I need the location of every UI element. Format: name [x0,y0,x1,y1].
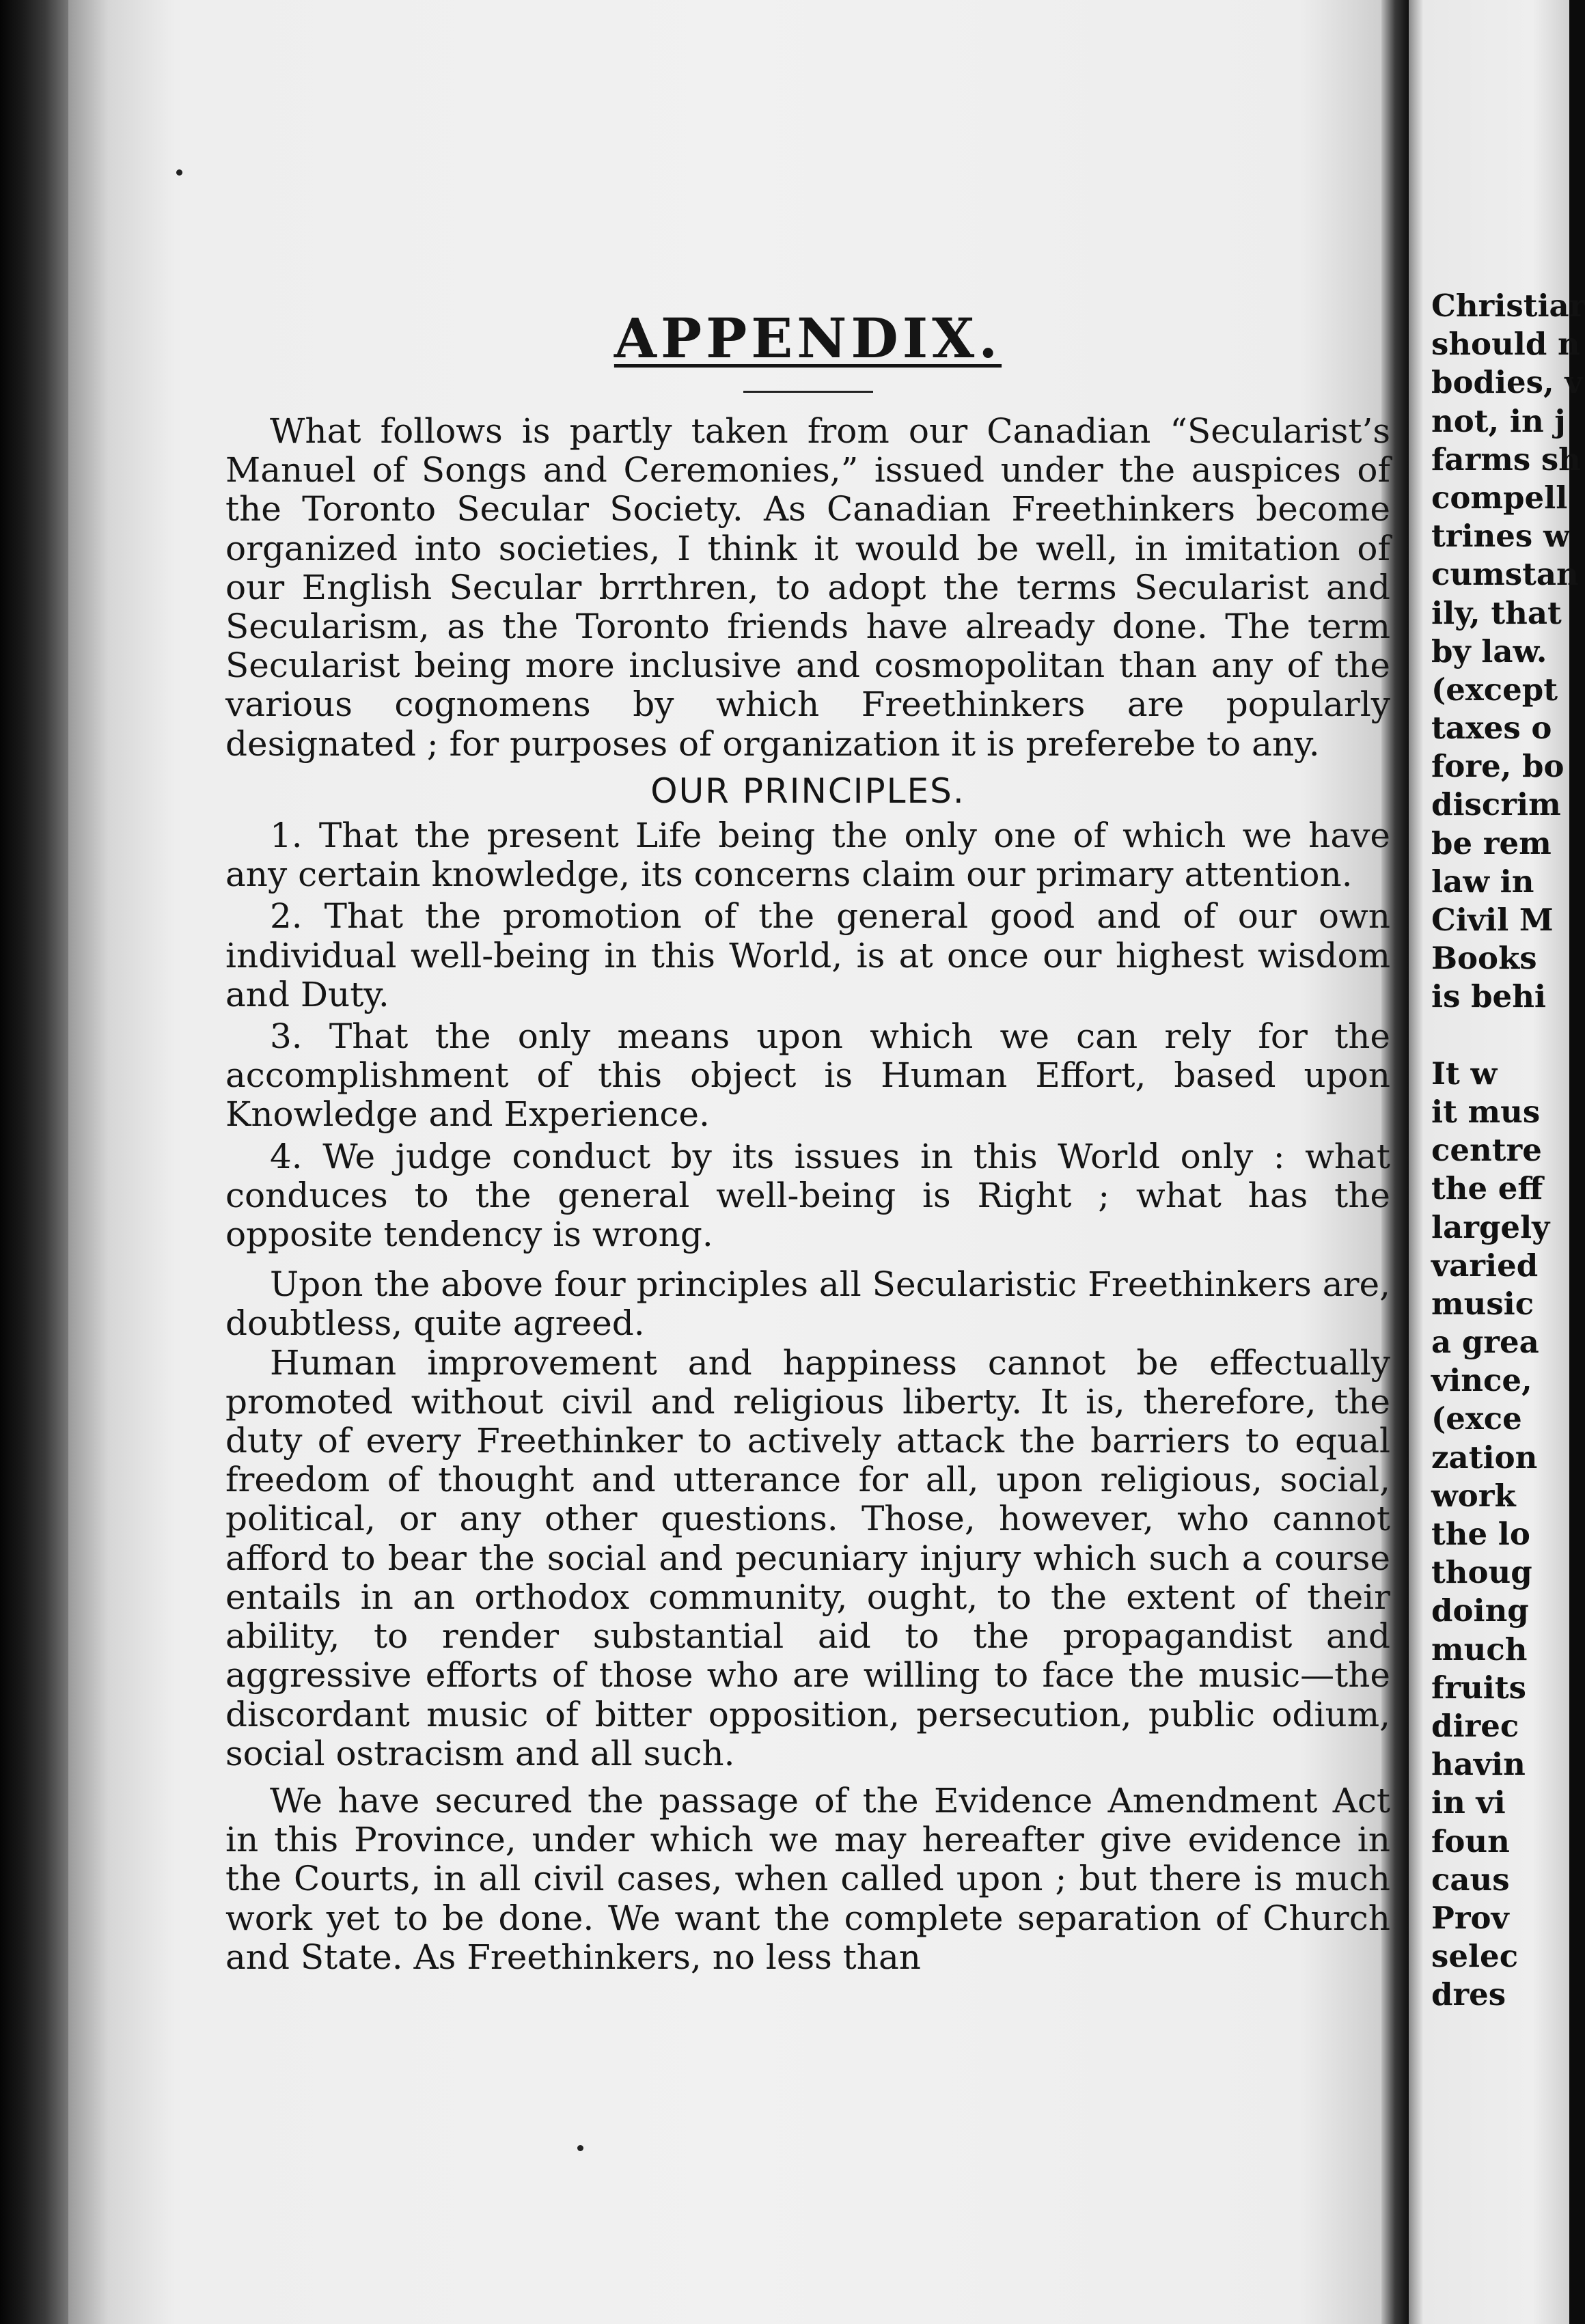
next-page-line: trines w [1431,518,1570,555]
next-page-line: centre [1431,1132,1542,1169]
next-page-line: be rem [1431,825,1552,861]
next-page-line: should n [1431,326,1580,363]
body-paragraph: We have secured the passage of the Evidence Amendment Act in this Province, under which we may hereafter give evidence in the Courts, in all civil cases, when called upon ; but there is much work yet to be done. We want the complete separation of Church and State. As Freethinkers, no less than [225,1780,1390,1977]
next-page-line: by law. [1431,633,1547,669]
title-divider [743,391,873,393]
next-page-line: compell [1431,479,1568,516]
next-page-line: It w [1431,1055,1498,1092]
principle-item: 4. We judge conduct by its issues in this World only : what conduces to the general well-being is Right ; what has the opposite tendency is wrong. [225,1136,1390,1255]
next-page-line: discrim [1431,786,1561,823]
next-page-line: direc [1431,1707,1519,1744]
next-page-line: a grea [1431,1324,1539,1361]
intro-paragraph: What follows is partly taken from our Canadian “Secularist’s Manuel of Songs and Ceremonies,” issued under the auspices of the Toronto Secular Society. As Canadian Freethinkers become organized into societies, I think it would be well, in imitation of our English Secular brrthren, to adopt the terms Secularist and Secularism, as the Toronto friends have already done. The term Secularist being more inclusive and cosmopolitan than any of the various cognomens by which Freethinkers are popularly designated ; for purposes of organization it is preferebe to any. [225,411,1390,764]
next-page-line: taxes o [1431,710,1552,747]
next-page-text-fragment [1431,287,1585,2014]
next-page-line: vince, [1431,1362,1532,1399]
next-page-line: farms sh [1431,441,1581,478]
next-page-line: varied [1431,1247,1539,1284]
principles-heading: OUR PRINCIPLES. [650,771,965,811]
page-title: APPENDIX. [614,306,1002,370]
next-page-line: Christiar [1431,288,1585,324]
principle-item: 1. That the present Life being the only one of which we have any certain knowledge, its concerns claim our primary attention. [225,816,1390,895]
paper-speck [577,2145,583,2151]
next-page-line: the eff [1431,1170,1543,1207]
next-page-line: cumstan [1431,556,1579,593]
next-page-line: is behi [1431,978,1547,1015]
next-page-line: (exce [1431,1400,1522,1437]
principle-item: 2. That the promotion of the general good and of our own individual well-being in this World, is at once our highest wisdom and Duty. [225,896,1390,1014]
body-paragraph: Human improvement and happiness cannot be effectually promoted without civil and religious liberty. It is, therefore, the duty of every Freethinker to actively attack the barriers to equal freedom of thought and utterance for all, upon religious, social, political, or any other questions. Those, however, who cannot afford to bear the social and pecuniary injury which such a course entails in an orthodox community, ought, to the extent of their ability, to render substantial aid to the propagandist and aggressive efforts of those who are willing to face the music—the discordant music of bitter opposition, persecution, public odium, social ostracism and all such. [225,1342,1390,1773]
body-paragraph: Upon the above four principles all Secularistic Freethinkers are, doubtless, quite agreed. [225,1264,1390,1344]
book-binding-shadow [0,0,75,2324]
next-page-line: fruits [1431,1669,1526,1706]
next-page-line: caus [1431,1861,1510,1898]
next-page-line: work [1431,1477,1516,1514]
next-page-line: it mus [1431,1093,1541,1130]
next-page-line: music [1431,1285,1534,1322]
next-page-line: foun [1431,1823,1510,1859]
next-page-line: bodies, v [1431,364,1583,401]
principle-item: 3. That the only means upon which we can rely for the accomplishment of this object is Human Effort, based upon Knowledge and Experience. [225,1016,1390,1135]
paper-speck [176,169,182,176]
next-page-line: zation [1431,1439,1538,1476]
next-page-line: the lo [1431,1516,1530,1552]
next-page-line: havin [1431,1746,1526,1783]
next-page-line: selec [1431,1938,1519,1975]
next-page-line: in vi [1431,1784,1506,1821]
next-page-line: dres [1431,1976,1506,2013]
next-page-line: much [1431,1631,1528,1668]
next-page-line: Prov [1431,1899,1509,1936]
next-page-line: doing [1431,1592,1529,1629]
page-text-column [225,301,1390,1977]
next-page-line: law in [1431,863,1534,900]
next-page-line: not, in j [1431,402,1566,439]
next-page-line: largely [1431,1208,1550,1245]
next-page-line: fore, bo [1431,748,1565,785]
next-page-line [1431,1016,1582,1055]
next-page-line: (except [1431,671,1558,708]
next-page-line: thoug [1431,1554,1532,1591]
next-page-line: Books [1431,940,1537,977]
next-page-line: ily, that [1431,594,1562,631]
next-page-line: Civil M [1431,902,1554,938]
